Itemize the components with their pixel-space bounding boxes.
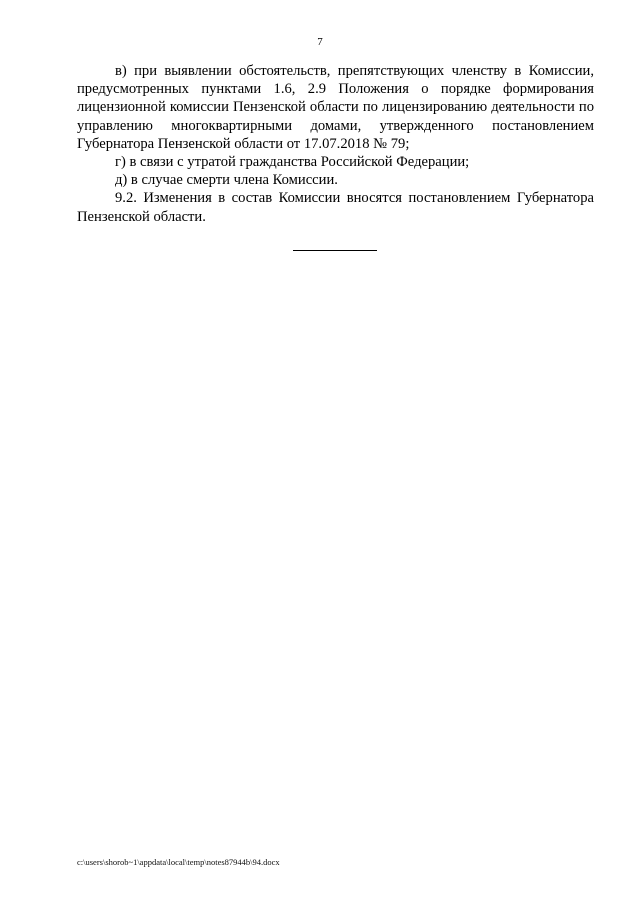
paragraph-section-9-2: 9.2. Изменения в состав Комиссии вносятся постановлением Губернатора Пензенской области. bbox=[77, 190, 594, 225]
footer-file-path: c:\users\shorob~1\appdata\local\temp\notes87944b\94.docx bbox=[77, 857, 280, 867]
page-number: 7 bbox=[317, 36, 323, 48]
paragraph-item-g: г) в связи с утратой гражданства Российской Федерации; bbox=[115, 154, 470, 171]
document-body bbox=[77, 62, 594, 226]
end-divider-line bbox=[293, 250, 377, 251]
paragraph-item-d: д) в случае смерти члена Комиссии. bbox=[115, 172, 338, 189]
paragraph-item-v: в) при выявлении обстоятельств, препятствующих членству в Комиссии, предусмотренных пунктами 1.6, 2.9 Положения о порядке формирования лицензионной комиссии Пензенской области по лицензированию деятельности по управлению многоквартирными домами, утвержденного постановлением Губернатора Пензенской области от 17.07.2018 № 79; bbox=[77, 63, 594, 152]
